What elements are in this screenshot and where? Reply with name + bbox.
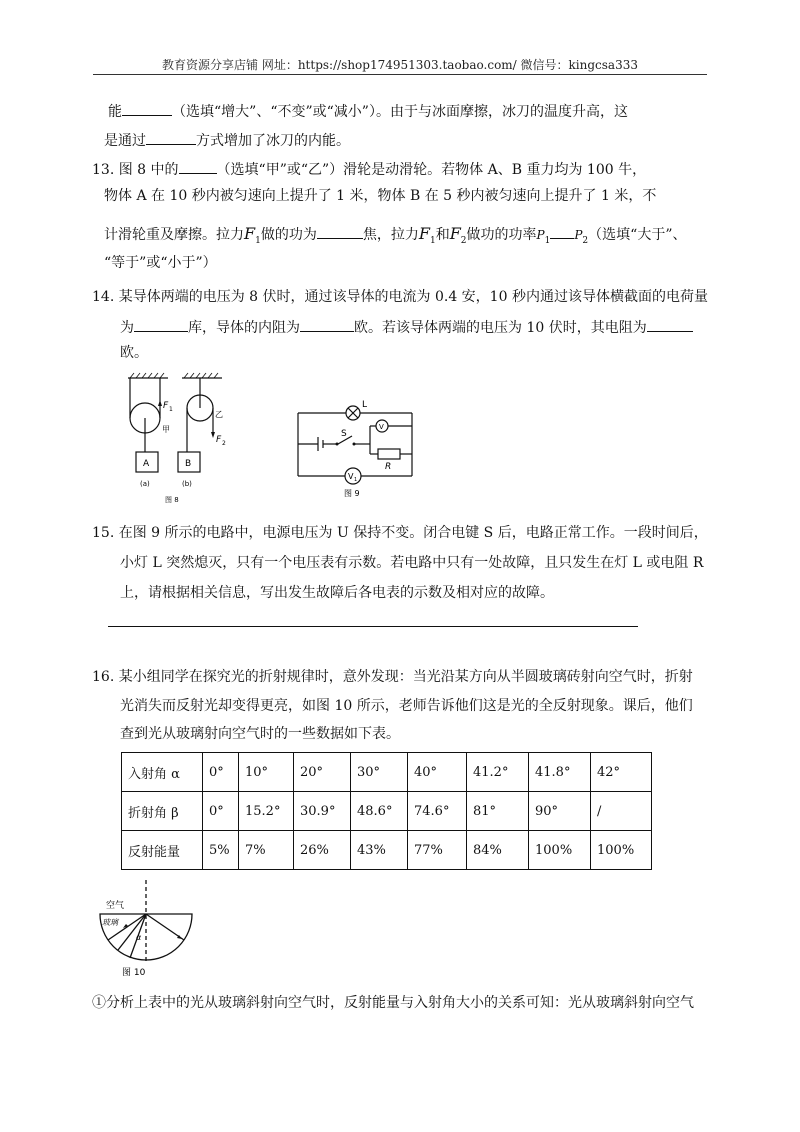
q12-text-c: 是通过 [104, 133, 146, 149]
force-symbol: F [244, 224, 256, 243]
force-symbol: F [449, 224, 461, 243]
subfig-b-label: (b) [182, 480, 192, 488]
table-cell: 81° [467, 792, 529, 831]
table-cell: 41.8° [529, 753, 591, 792]
q12-line2 [104, 130, 350, 150]
table-cell: 100% [529, 831, 591, 870]
q14-line3: 欧。 [120, 345, 148, 361]
table-cell: 15.2° [239, 792, 294, 831]
table-cell: 0° [203, 792, 239, 831]
table-cell: 入射角 α [122, 753, 203, 792]
subscript: 2 [582, 235, 589, 246]
q14-text: 库，导体的内阻为 [188, 320, 300, 336]
table-row [122, 792, 652, 831]
figure-8-caption: 图 8 [165, 496, 179, 504]
air-label: 空气 [106, 901, 125, 911]
q16-line1: 16. 某小组同学在探究光的折射规律时，意外发现：当光沿某方向从半圆玻璃砖射向空气时，折射 [92, 669, 693, 685]
answer-blank[interactable] [300, 317, 354, 332]
q15-line1: 15. 在图 9 所示的电路中，电源电压为 U 保持不变。闭合电键 S 后，电路正常工作。一段时间后， [92, 525, 708, 541]
page-header: 教育资源分享店铺 网址：https://shop174951303.taobao.com/ 微信号：kingcsa333 [162, 58, 638, 72]
table-cell: 41.2° [467, 753, 529, 792]
q14-text: 欧。若该导体两端的电压为 10 伏时，其电阻为 [354, 320, 647, 336]
pulley-jia-label: 甲 [162, 425, 170, 434]
block-b-label: B [185, 459, 192, 469]
table-cell: 反射能量 [122, 831, 203, 870]
table-cell: 84% [467, 831, 529, 870]
block-a-label: A [143, 459, 150, 469]
q13-line1 [92, 159, 646, 179]
q13-text: 做功的功率 [466, 227, 537, 243]
arrow-up-icon [158, 400, 162, 406]
pulley-yi-label: 乙 [215, 410, 223, 419]
answer-blank[interactable] [317, 224, 363, 239]
q16-line2: 光消失而反射光却变得更亮，如图 10 所示，老师告诉他们这是光的全反射现象。课后，他们 [120, 698, 693, 714]
v1-subscript: 1 [354, 477, 358, 483]
figure-9-caption: 图 9 [344, 489, 360, 498]
glass-label: 玻璃 [102, 918, 118, 927]
subfig-a-label: (a) [140, 480, 150, 488]
subscript: 1 [429, 235, 436, 246]
f2-label: F [216, 435, 222, 445]
q13-text: 计滑轮重及摩擦。拉力 [104, 227, 244, 243]
answer-blank[interactable] [146, 130, 196, 145]
table-cell: 48.6° [351, 792, 408, 831]
table-cell: 43% [351, 831, 408, 870]
figure-9 [290, 396, 425, 501]
table-row [122, 831, 652, 870]
table-cell: 7% [239, 831, 294, 870]
q13-line3 [104, 224, 686, 250]
q13-line4: “等于”或“小于”） [104, 255, 217, 271]
resistor-label: R [385, 462, 392, 472]
q13-line2: 物体 A 在 10 秒内被匀速向上提升了 1 米，物体 B 在 5 秒内被匀速向上提升了 1 米，不 [104, 188, 657, 204]
q12-text-d: 方式增加了冰刀的内能。 [196, 133, 350, 149]
table-cell: 10° [239, 753, 294, 792]
table-cell: 30° [351, 753, 408, 792]
q12-line1 [108, 101, 628, 121]
subscript: 1 [544, 235, 551, 246]
q14-text: 为 [120, 320, 134, 336]
lamp-label: L [362, 400, 368, 410]
answer-blank[interactable] [122, 101, 172, 116]
table-cell: 26% [294, 831, 351, 870]
table-cell: 40° [408, 753, 467, 792]
answer-line[interactable] [108, 626, 638, 627]
q13-text: 焦，拉力 [362, 227, 419, 243]
refraction-data-table [121, 752, 652, 870]
voltmeter-v1-label: V [348, 472, 354, 481]
q13-text: 做的功为 [260, 227, 317, 243]
table-cell: 100% [591, 831, 652, 870]
subscript: 1 [255, 235, 261, 246]
answer-blank[interactable] [550, 224, 574, 239]
table-cell: 20° [294, 753, 351, 792]
switch-pivot-icon [336, 443, 339, 446]
switch-label: S [341, 429, 347, 439]
table-cell: / [591, 792, 652, 831]
answer-blank[interactable] [647, 317, 693, 332]
force-symbol: F [418, 224, 430, 243]
q14-line1: 14. 某导体两端的电压为 8 伏时，通过该导体的电流为 0.4 安，10 秒内通过该导体横截面的电荷量 [92, 289, 708, 305]
table-cell: 77% [408, 831, 467, 870]
figure-10 [92, 878, 202, 980]
alpha-label: α [136, 933, 142, 942]
table-cell: 90° [529, 792, 591, 831]
answer-blank[interactable] [179, 159, 217, 174]
table-row [122, 753, 652, 792]
table-cell: 74.6° [408, 792, 467, 831]
q12-text-a: 能 [108, 104, 122, 120]
q15-line3: 上，请根据相关信息，写出发生故障后各电表的示数及相对应的故障。 [120, 585, 554, 601]
table-cell: 0° [203, 753, 239, 792]
header-divider [93, 74, 707, 75]
q13-text: （选填“甲”或“乙”）滑轮是动滑轮。若物体 A、B 重力均为 100 牛， [216, 162, 647, 178]
q15-line2: 小灯 L 突然熄灭，只有一个电压表有示数。若电路中只有一处故障，且只发生在灯 L 或电阻 R [120, 555, 704, 571]
q13-text: （选填“大于”、 [588, 227, 687, 243]
q14-line2 [120, 317, 693, 337]
q13-text: 和 [435, 227, 450, 243]
voltmeter-v-label: V [379, 423, 384, 431]
power-symbol: P [574, 228, 583, 242]
answer-blank[interactable] [134, 317, 188, 332]
subscript: 2 [460, 235, 467, 246]
f1-subscript: 1 [169, 406, 173, 413]
f1-label: F [163, 401, 169, 411]
table-cell: 42° [591, 753, 652, 792]
q12-text-b: （选填“增大”、“不变”或“减小”）。由于与冰面摩擦，冰刀的温度升高，这 [172, 104, 628, 120]
figure-10-caption: 图 10 [122, 968, 146, 978]
q16-subquestion-1: ①分析上表中的光从玻璃斜射向空气时，反射能量与入射角大小的关系可知：光从玻璃斜射向空气 [92, 995, 694, 1011]
switch-contact-icon [353, 443, 356, 446]
table-cell: 30.9° [294, 792, 351, 831]
q13-text: 13. 图 8 中的 [92, 162, 179, 178]
f2-subscript: 2 [222, 440, 226, 447]
q16-line3: 查到光从玻璃射向空气时的一些数据如下表。 [120, 726, 400, 742]
power-symbol: P [536, 228, 545, 242]
table-cell: 5% [203, 831, 239, 870]
arrow-down-icon [211, 432, 215, 438]
figure-8 [118, 372, 228, 507]
table-cell: 折射角 β [122, 792, 203, 831]
